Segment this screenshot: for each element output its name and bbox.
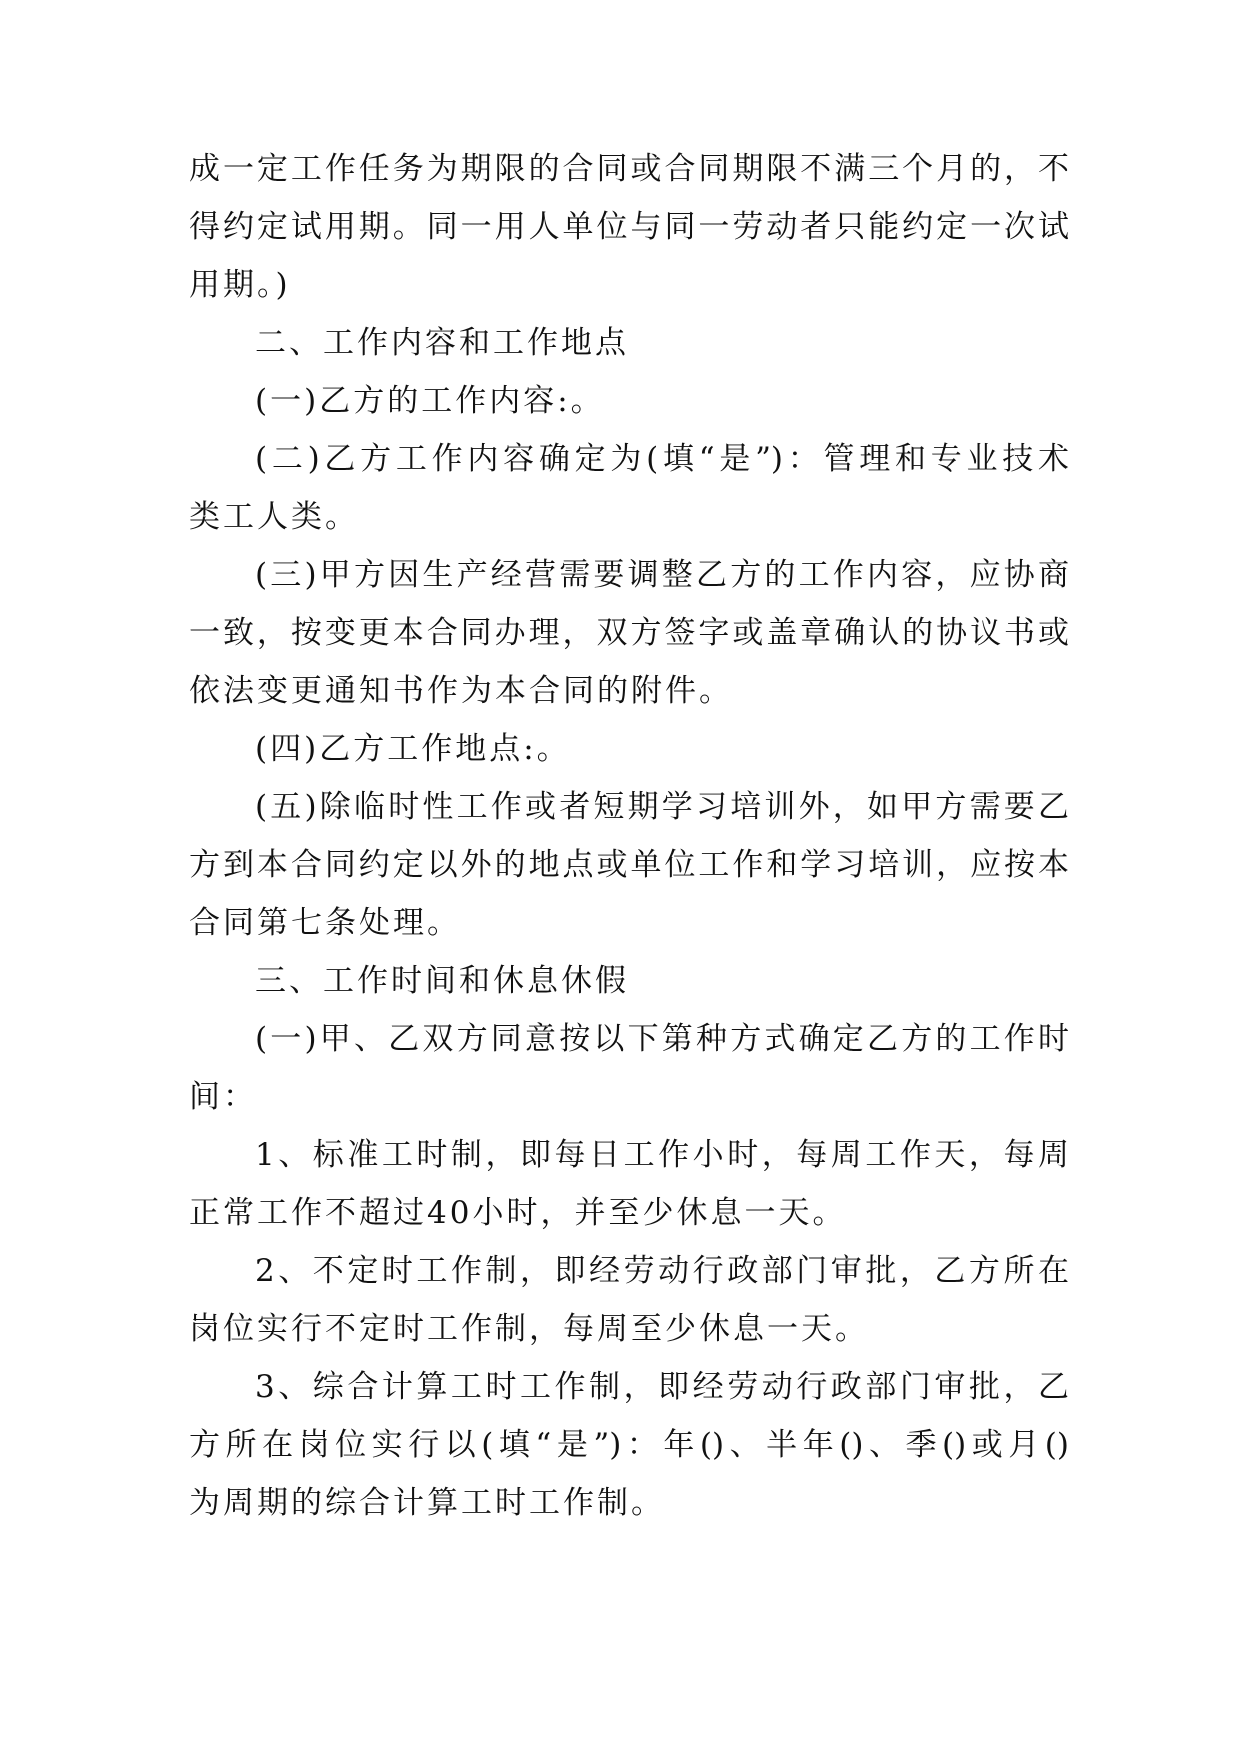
text-line: 3、综合计算工时工作制，即经劳动行政部门审批，乙 (255, 1369, 1069, 1405)
text-line: 间： (189, 1079, 257, 1115)
text-line: 用期。) (189, 267, 291, 303)
text-line: 依法变更通知书作为本合同的附件。 (189, 673, 733, 709)
text-line: 岗位实行不定时工作制，每周至少休息一天。 (189, 1311, 869, 1347)
text-line: 类工人类。 (189, 499, 359, 535)
text-line: (四)乙方工作地点:。 (255, 731, 571, 767)
text-line: (一)乙方的工作内容:。 (255, 383, 605, 419)
text-line: (二)乙方工作内容确定为(填“是”)：管理和专业技术 (255, 441, 1069, 477)
section-heading: 三、工作时间和休息休假 (255, 963, 629, 999)
text-line: 得约定试用期。同一用人单位与同一劳动者只能约定一次试 (189, 209, 1069, 245)
text-line: 成一定工作任务为期限的合同或合同期限不满三个月的，不 (189, 151, 1069, 187)
text-line: (五)除临时性工作或者短期学习培训外，如甲方需要乙 (255, 789, 1069, 825)
text-line: 方到本合同约定以外的地点或单位工作和学习培训，应按本 (189, 847, 1069, 883)
section-heading: 二、工作内容和工作地点 (255, 325, 629, 361)
text-line: (三)甲方因生产经营需要调整乙方的工作内容，应协商 (255, 557, 1069, 593)
text-line: 2、不定时工作制，即经劳动行政部门审批，乙方所在 (255, 1253, 1069, 1289)
text-line: 一致，按变更本合同办理，双方签字或盖章确认的协议书或 (189, 615, 1069, 651)
text-line: 1、标准工时制，即每日工作小时，每周工作天，每周 (255, 1137, 1069, 1173)
text-line: (一)甲、乙双方同意按以下第种方式确定乙方的工作时 (255, 1021, 1069, 1057)
text-line: 合同第七条处理。 (189, 905, 461, 941)
text-line: 为周期的综合计算工时工作制。 (189, 1485, 665, 1521)
text-line: 正常工作不超过40小时，并至少休息一天。 (189, 1195, 847, 1231)
text-line: 方所在岗位实行以(填“是”)：年()、半年()、季()或月() (189, 1427, 1069, 1463)
